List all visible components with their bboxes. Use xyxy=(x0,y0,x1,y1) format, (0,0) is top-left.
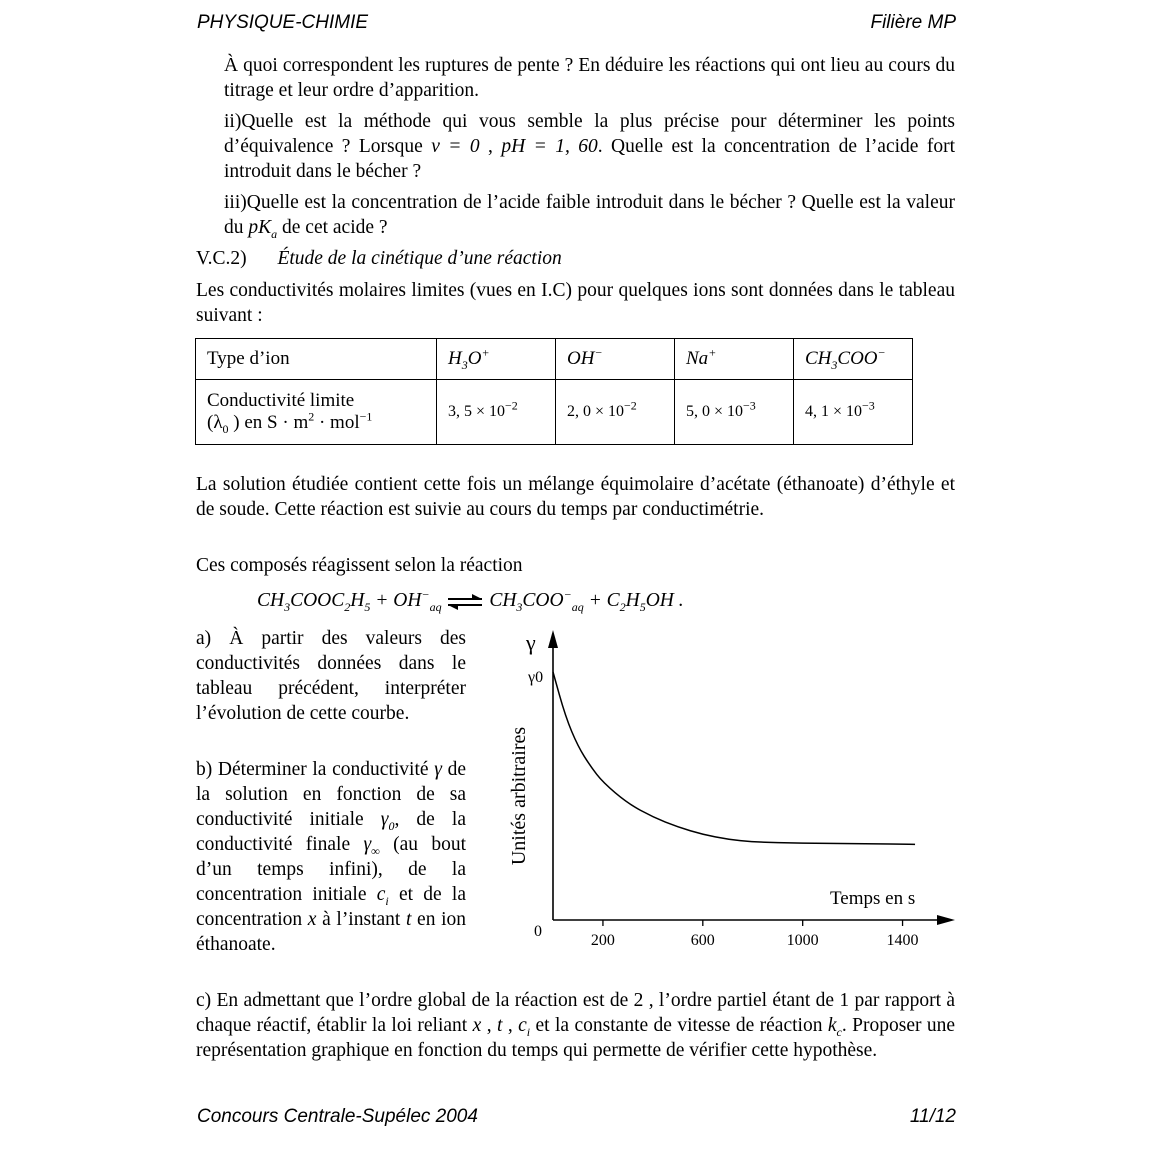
page-number: 11/12 xyxy=(909,1106,956,1127)
ion-oh: OH− xyxy=(556,339,675,380)
question-iii-text: iii)Quelle est la concentration de l’acide faible introduit dans le bécher ? Quelle est la valeur du xyxy=(224,192,955,238)
t-symbol: t xyxy=(405,909,412,930)
x-axis-label: Temps en s xyxy=(830,888,916,909)
y-start-label: γ0 xyxy=(528,669,544,686)
conductivity-ch3coo: 4, $1 \times 10^{-3}$ xyxy=(794,380,913,445)
table-intro: Les conductivités molaires limites (vues en I.C) pour quelques ions sont données dans le tableau suivant : xyxy=(196,280,955,326)
x-tick-label: 200 xyxy=(590,932,615,949)
origin-label: 0 xyxy=(534,923,542,940)
gamma-inf-symbol: $\gamma_\infty$ xyxy=(363,834,380,858)
question-ii: ii)Quelle est la méthode qui vous semble la plus précise pour déterminer les points d’équivalence ? Lorsque v = 0 , pH = 1, 60. Quelle est la concentration de l’acide fort introduit dans le bécher ? xyxy=(224,111,956,182)
conductivity-table xyxy=(195,338,913,445)
y-axis-label: Unités arbitraires xyxy=(508,726,530,866)
question-ii-text: ii)Quelle est la méthode qui vous semble la plus précise pour déterminer les points d’équivalence ? Lorsque xyxy=(224,111,955,157)
footer-exam: Concours Centrale-Supélec 2004 xyxy=(197,1106,478,1127)
header-track: Filière MP xyxy=(870,12,956,33)
volume-zero: v = 0 xyxy=(431,136,480,157)
ph-value: pH = 1, 60 xyxy=(501,136,598,157)
conductivity-na: 5, $0 \times 10^{-3}$ xyxy=(675,380,794,445)
question-slope: À quoi correspondent les ruptures de pente ? En déduire les réactions qui ont lieu au cours du titrage et leur ordre d’apparition. xyxy=(224,55,955,101)
table-header-conductivity: Conductivité limite ($\lambda_0$ ) en $S \cdot m^2 \cdot mol^{-1}$ xyxy=(196,380,437,445)
question-b: b) Déterminer la conductivité γ de la solution en fonction de sa conductivité initiale $\gamma_0$, de la conductivité finale $\gamma_\infty$ (au bout d’un temps infini), de la concentration initiale $c_i$ et de la concentration x à l’instant t en ion éthanoate. xyxy=(196,759,467,955)
gamma0-symbol: $\gamma_0$ xyxy=(380,809,395,833)
solution-text: La solution étudiée contient cette fois un mélange équimolaire d’acétate (éthanoate) d’éthyle et de soude. Cette réaction est suivie au cours du temps par conductimétrie. xyxy=(196,474,955,520)
section-number: V.C.2) xyxy=(196,248,247,269)
table-row-ion-type xyxy=(196,339,913,380)
conductivity-oh: 2, $0 \times 10^{-2}$ xyxy=(556,380,675,445)
conductivity-chart xyxy=(490,620,960,960)
x-tick-label: 1000 xyxy=(786,932,819,949)
reaction-equation: $CH_3COOC_2H_5 + OH^-_{aq}$ $CH_3COO^-_{aq} + C_2H_5OH$ . xyxy=(257,587,684,614)
table-row-conductivity xyxy=(196,380,913,445)
ion-na: Na+ xyxy=(675,339,794,380)
question-iii xyxy=(224,190,955,240)
table-header-ion-type: Type d’ion xyxy=(196,339,437,380)
ion-h3o: $H_3O^+$ xyxy=(437,339,556,380)
ion-ch3coo: $CH_3COO^-$ xyxy=(794,339,913,380)
ci-symbol: $c_i$ xyxy=(376,884,389,908)
x-tick-label: 600 xyxy=(690,932,715,949)
x-tick-label: 1400 xyxy=(886,932,919,949)
x-axis-arrow-icon xyxy=(937,915,955,925)
reaction-intro: Ces composés réagissent selon la réaction xyxy=(196,555,523,576)
y-axis-symbol: γ xyxy=(526,630,536,655)
conductivity-curve xyxy=(553,672,915,844)
gamma-symbol: γ xyxy=(434,759,442,780)
y-axis-arrow-icon xyxy=(548,630,558,648)
kc-symbol: $k_c$ xyxy=(827,1015,842,1039)
question-iii-end: de cet acide ? xyxy=(282,217,388,238)
conductivity-h3o: 3, $5 \times 10^{-2}$ xyxy=(437,380,556,445)
pka-symbol: $pK_a$ xyxy=(248,217,278,241)
x-ticks xyxy=(591,920,919,949)
question-c: c) En admettant que l’ordre global de la réaction est de 2 , l’ordre partiel étant de 1 par rapport à chaque réactif, établir la loi reliant x , t , $c_i$ et la constante de vitesse de réaction $k_c$. Proposer une représentation graphique en fonction du temps qui permette de vérifier cette hypothèse. xyxy=(196,990,956,1061)
section-heading xyxy=(196,246,955,271)
header-subject: PHYSIQUE-CHIMIE xyxy=(197,12,369,33)
equilibrium-arrow-icon xyxy=(446,594,484,610)
question-a: a) À partir des valeurs des conductivités données dans le tableau précédent, interpréter l’évolution de cette courbe. xyxy=(196,628,466,724)
section-title: Étude de la cinétique d’une réaction xyxy=(277,248,562,269)
question-ii-end: . Quelle est la concentration de l’acide fort introduit dans le bécher ? xyxy=(224,136,956,182)
x-symbol: x xyxy=(307,909,317,930)
